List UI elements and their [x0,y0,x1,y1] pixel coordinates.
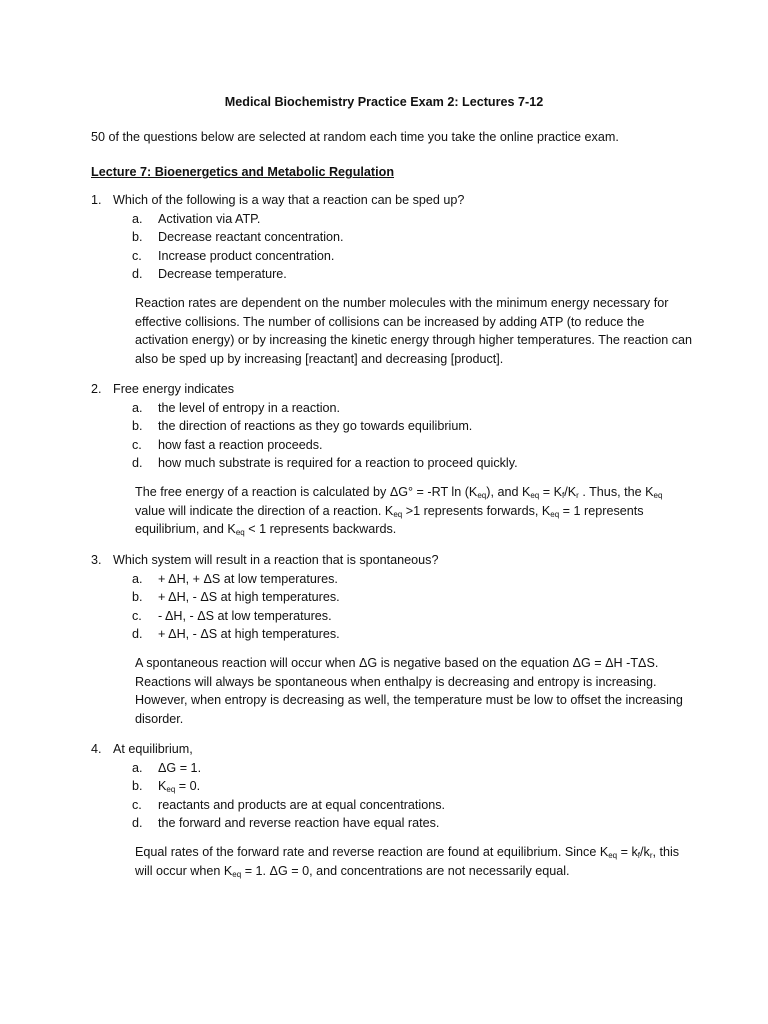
question-text: Which system will result in a reaction that is spontaneous? [113,553,439,567]
question-1 [91,191,691,368]
question-text: At equilibrium, [113,742,193,756]
question-number: 3. [91,553,102,567]
explanation: Equal rates of the forward rate and reverse reaction are found at equilibrium. Since $K_{eq} = k_f/k_r$, this will occur when $K_{eq} = 1$. ΔG = 0, and concentrations are not necessarily equal. [135,844,680,879]
option-d: d. the forward and reverse reaction have equal rates. [132,816,440,831]
explanation: The free energy of a reaction is calculated by ΔG° = -RT $\ln (K_{eq})$, and $K_{eq} = K_f/K_r$ . Thus, the $K_{eq}$ value will indicate the direction of a reaction. $K_{eq} >1$ represents forwards, $K_{eq} = 1$ represents equilibrium, and $K_{eq} < 1$ represents backwards. [135,484,663,538]
option-c: c. Increase product concentration. [132,248,335,263]
option-c: c. reactants and products are at equal concentrations. [132,797,446,812]
option-d: d. how much substrate is required for a reaction to proceed quickly. [132,456,518,471]
option-c: c. - ΔH, - ΔS at low temperatures. [132,608,332,623]
question-4 [91,740,691,880]
intro-text: 50 of the questions below are selected at random each time you take the online practice exam. [91,130,619,144]
explanation: Reaction rates are dependent on the number molecules with the minimum energy necessary for effective collisions. The number of collisions can be increased by adding ATP (to reduce the activation energy) or by increasing the kinetic energy through higher temperatures. The reaction can also be sped up by increasing [reactant] and decreasing [product]. [135,295,693,366]
option-b: b. the direction of reactions as they go towards equilibrium. [132,419,473,434]
option-c: c. how fast a reaction proceeds. [132,437,323,452]
option-a: a. + ΔH, + ΔS at low temperatures. [132,571,338,586]
option-a: a. ΔG = 1. [132,760,202,775]
option-b: b. Decrease reactant concentration. [132,230,344,245]
question-2 [91,380,691,539]
question-text: Free energy indicates [113,382,235,396]
question-number: 4. [91,742,102,756]
option-d: d. + ΔH, - ΔS at high temperatures. [132,627,340,642]
question-number: 2. [91,382,102,396]
document-title: Medical Biochemistry Practice Exam 2: Lectures 7-12 [224,95,544,109]
question-text: Which of the following is a way that a reaction can be sped up? [113,193,465,207]
option-b: b. $K_{eq} = 0$. [132,779,201,795]
question-number: 1. [91,193,102,207]
explanation: A spontaneous reaction will occur when ΔG is negative based on the equation ΔG = ΔH -TΔS. Reactions will always be spontaneous when enthalpy is decreasing and entropy is increasing. However, when entropy is decreasing as well, the temperature must be low to offset the increasing disorder. [135,655,683,726]
section-heading: Lecture 7: Bioenergetics and Metabolic Regulation [91,165,395,179]
option-a: a. Activation via ATP. [132,211,261,226]
option-d: d. Decrease temperature. [132,267,287,282]
option-b: b. + ΔH, - ΔS at high temperatures. [132,590,340,605]
option-a: a. the level of entropy in a reaction. [132,400,341,415]
question-3 [91,551,691,728]
